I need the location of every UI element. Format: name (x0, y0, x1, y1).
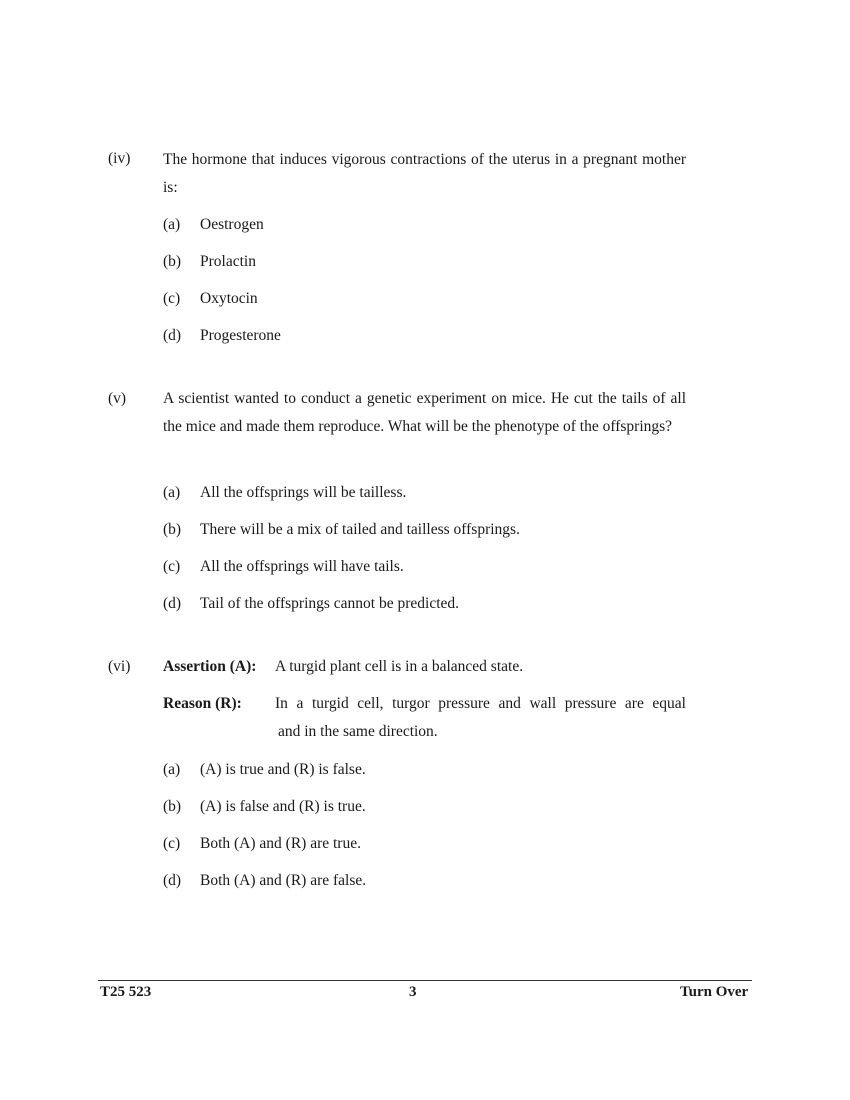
option-text: Oestrogen (200, 216, 264, 233)
reason-text-line1: In a turgid cell, turgor pressure and wall pressure are equal (275, 695, 686, 712)
option-label: (a) (163, 761, 181, 778)
question-text: A scientist wanted to conduct a genetic experiment on mice. He cut the tails of all the mice and made them reproduce. What will be the phenotype of the offsprings? (163, 390, 686, 435)
question-number: (vi) (108, 658, 131, 675)
question-text: The hormone that induces vigorous contractions of the uterus in a pregnant mother is: (163, 151, 686, 196)
question-number: (iv) (108, 150, 131, 167)
option-label: (b) (163, 521, 182, 538)
option-text: Tail of the offsprings cannot be predicted. (200, 595, 460, 612)
question-number: (v) (108, 390, 127, 407)
option-label: (c) (163, 558, 181, 575)
page-number: 3 (409, 984, 417, 1000)
option-text: Both (A) and (R) are true. (200, 835, 361, 852)
turn-over-label: Turn Over (680, 984, 749, 1000)
option-label: (b) (163, 253, 182, 270)
option-label: (a) (163, 216, 181, 233)
option-label: (d) (163, 872, 182, 889)
option-text: Both (A) and (R) are false. (200, 872, 367, 889)
option-text: (A) is false and (R) is true. (200, 798, 366, 815)
option-label: (d) (163, 595, 182, 612)
assertion-label: Assertion (A): (163, 658, 257, 675)
reason-label: Reason (R): (163, 695, 242, 712)
assertion-text: A turgid plant cell is in a balanced state. (275, 658, 524, 675)
option-label: (c) (163, 835, 181, 852)
reason-text-line2: and in the same direction. (278, 723, 438, 740)
footer-code: T25 523 (100, 984, 152, 1000)
option-text: Prolactin (200, 253, 256, 270)
option-label: (c) (163, 290, 181, 307)
option-label: (a) (163, 484, 181, 501)
footer-divider (98, 980, 752, 981)
option-text: Progesterone (200, 327, 281, 344)
option-label: (d) (163, 327, 182, 344)
option-text: There will be a mix of tailed and tailless offsprings. (200, 521, 520, 538)
option-text: (A) is true and (R) is false. (200, 761, 366, 778)
option-text: All the offsprings will be tailless. (200, 484, 407, 501)
option-text: Oxytocin (200, 290, 258, 307)
option-label: (b) (163, 798, 182, 815)
option-text: All the offsprings will have tails. (200, 558, 404, 575)
